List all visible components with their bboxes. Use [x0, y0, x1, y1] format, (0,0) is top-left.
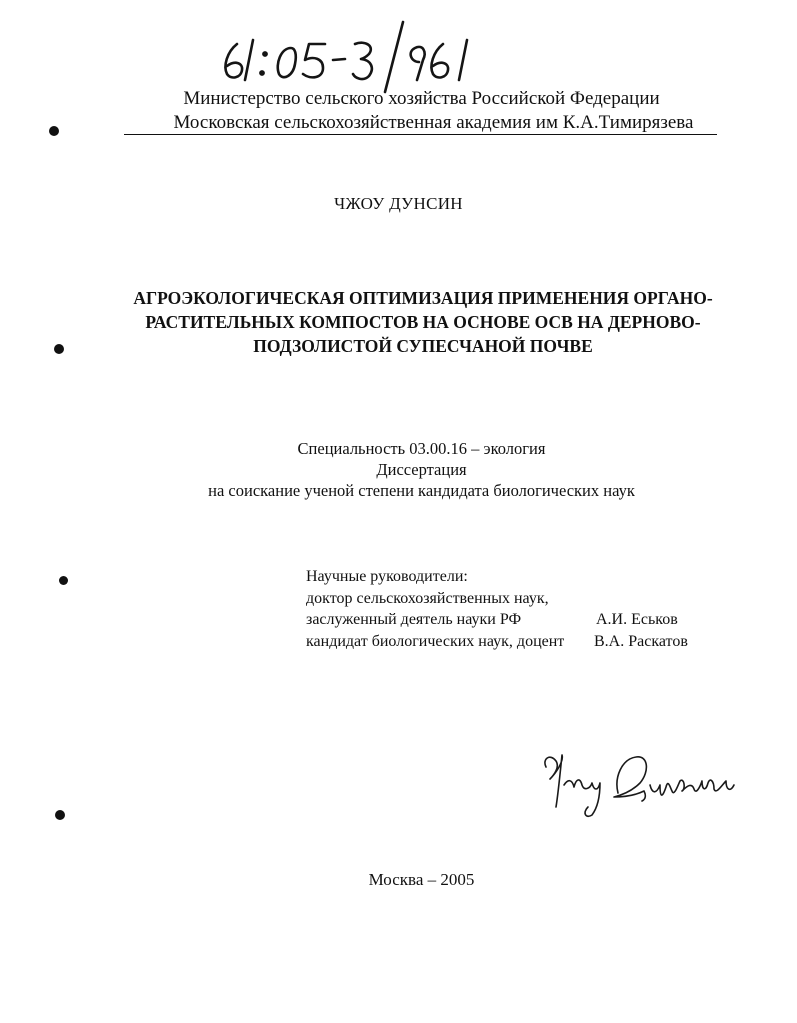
ministry-name: Министерство сельского хозяйства Российской Федерации — [183, 88, 660, 109]
advisors-heading: Научные руководители: — [306, 568, 468, 585]
advisor-title: кандидат биологических наук, доцент — [306, 632, 565, 650]
advisor-title: заслуженный деятель науки РФ — [306, 611, 522, 628]
title-line: АГРОЭКОЛОГИЧЕСКАЯ ОПТИМИЗАЦИЯ ПРИМЕНЕНИЯ ОРГАНО- — [133, 288, 713, 308]
punch-hole-mark — [49, 126, 59, 136]
author-name: ЧЖОУ ДУНСИН — [334, 194, 463, 213]
advisor-row — [306, 631, 688, 653]
advisor-title: доктор сельскохозяйственных наук, — [306, 589, 549, 607]
header-divider — [124, 134, 717, 135]
advisors-block — [306, 566, 688, 652]
title-line: ПОДЗОЛИСТОЙ СУПЕСЧАНОЙ ПОЧВЕ — [253, 336, 593, 356]
degree-description: на соискание ученой степени кандидата биологических наук — [208, 481, 635, 500]
academy-name: Московская сельскохозяйственная академия им К.А.Тимирязева — [173, 112, 694, 133]
document-type: Диссертация — [376, 460, 467, 479]
footer-text: Москва – 2005 — [368, 870, 475, 889]
dissertation-title — [98, 286, 748, 358]
title-line: РАСТИТЕЛЬНЫХ КОМПОСТОВ НА ОСНОВЕ ОСВ НА ДЕРНОВО- — [145, 312, 701, 332]
handwritten-shelf-mark — [215, 18, 475, 98]
place-and-year — [0, 870, 797, 890]
punch-hole-mark — [54, 344, 64, 354]
advisor-name: А.И. Еськов — [596, 611, 678, 628]
author-signature — [536, 745, 746, 825]
punch-hole-mark — [59, 576, 68, 585]
advisor-row — [306, 609, 678, 631]
punch-hole-mark — [55, 810, 65, 820]
advisor-name: В.А. Раскатов — [594, 632, 688, 650]
specialty: Специальность 03.00.16 – экология — [297, 439, 546, 458]
degree-info — [0, 438, 797, 501]
